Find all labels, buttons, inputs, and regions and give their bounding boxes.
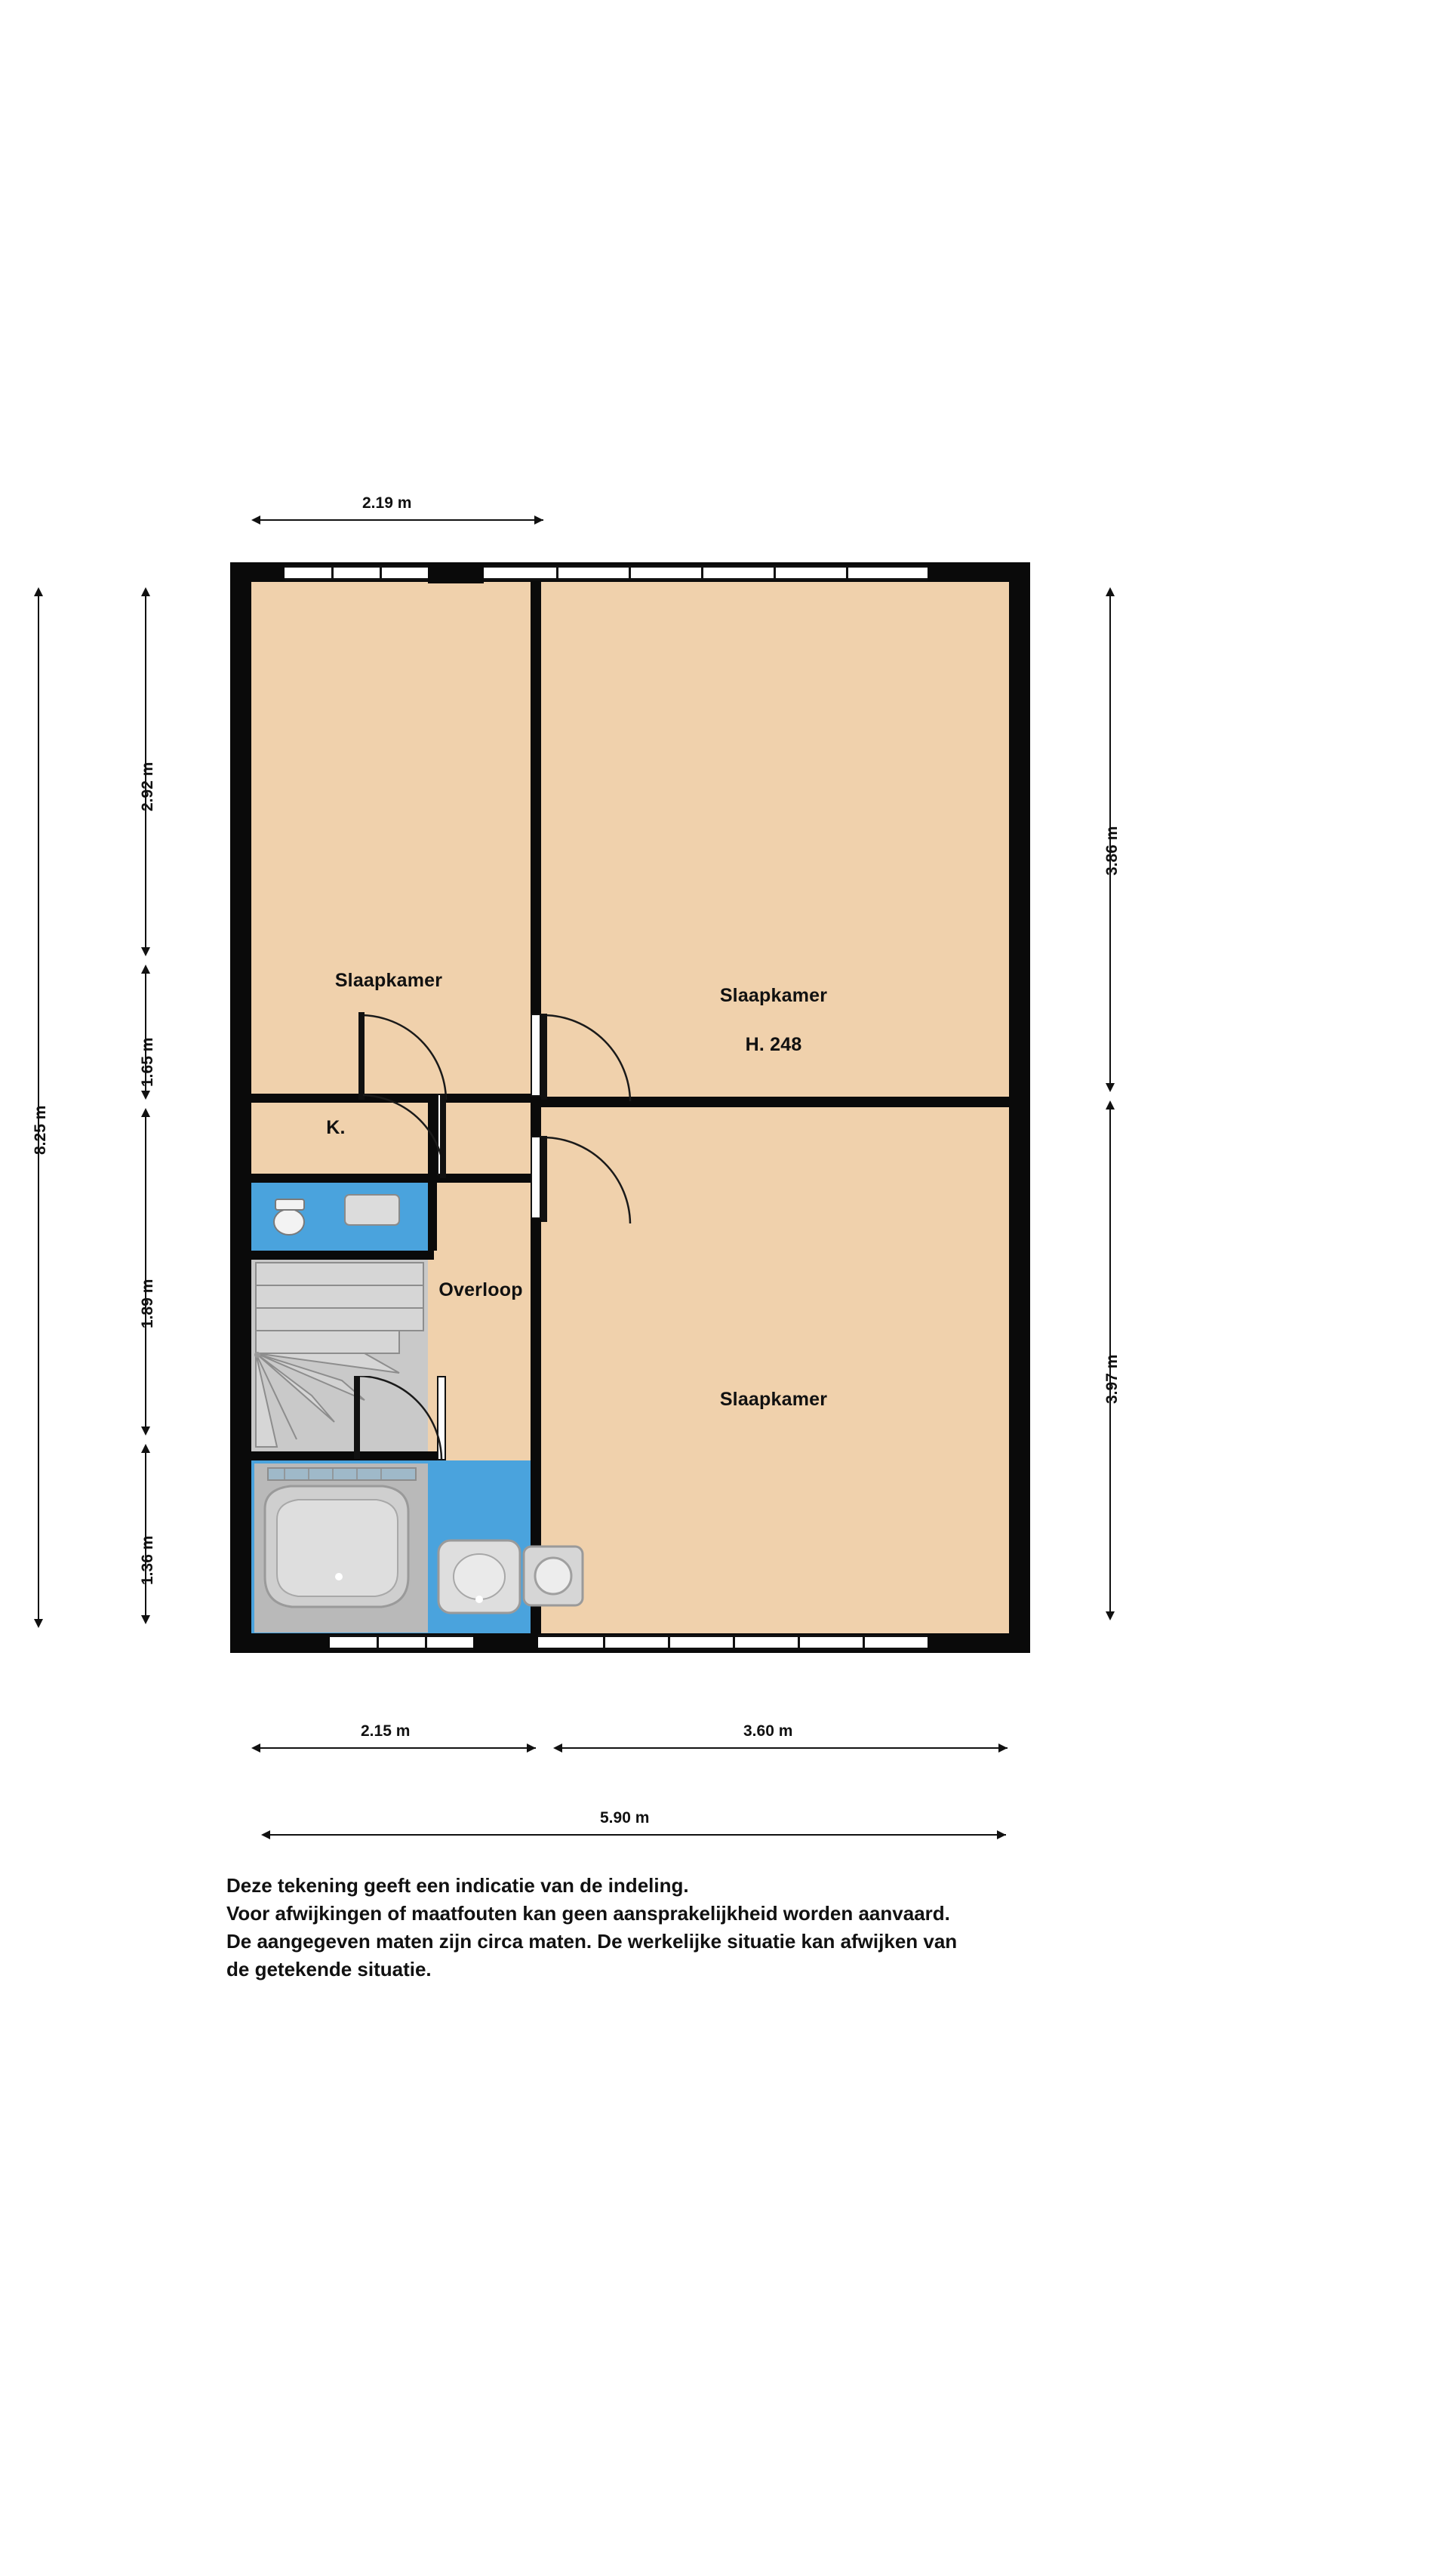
disclaimer-line-2: Voor afwijkingen of maatfouten kan geen aansprakelijkheid worden aanvaard. <box>226 1901 950 1925</box>
floor-plan-area <box>230 562 1030 1653</box>
room-label-overloop: Overloop <box>438 1279 523 1300</box>
room-label-kast: K. <box>326 1117 346 1138</box>
door-frame-bedroom-bottom-right <box>531 1136 541 1219</box>
dimension-left-2-92-label: 2.92 m <box>139 762 156 811</box>
wall-pier-top <box>428 562 484 583</box>
dimension-left-8-25-label: 8.25 m <box>32 1105 49 1155</box>
washbasin-fixture <box>343 1192 404 1230</box>
room-label-slaapkamer-3: Slaapkamer <box>719 1389 828 1410</box>
wall-central-vertical <box>531 582 541 1633</box>
room-label-slaapkamer-2-sub: H. 248 <box>745 1034 802 1055</box>
dimension-left-1-36-label: 1.36 m <box>139 1535 156 1585</box>
window-top-left <box>285 565 428 580</box>
dimension-left-1-89-label: 1.89 m <box>139 1279 156 1328</box>
shower-fixture <box>434 1536 525 1619</box>
door-swing-bedroom-bottom-right <box>541 1136 633 1226</box>
washing-machine-fixture <box>521 1543 586 1608</box>
door-swing-bedroom-left <box>351 1012 449 1103</box>
door-swing-bathroom <box>352 1376 445 1462</box>
toilet-fixture <box>265 1195 318 1242</box>
dimension-right-3-86-label: 3.86 m <box>1103 826 1121 876</box>
dimension-left-1-65-label: 1.65 m <box>139 1037 156 1087</box>
dimension-bottom-3-60-label: 3.60 m <box>743 1722 793 1740</box>
window-bottom-right <box>538 1635 928 1650</box>
disclaimer-text <box>226 1872 1404 1984</box>
dimension-bottom-5-90-label: 5.90 m <box>600 1809 650 1827</box>
door-frame-bedroom-top-right <box>531 1014 541 1097</box>
window-bottom-left <box>330 1635 473 1650</box>
disclaimer-line-3: De aangegeven maten zijn circa maten. De werkelijke situatie kan afwijken van <box>226 1929 958 1953</box>
dimension-right-3-97-label: 3.97 m <box>1103 1354 1121 1404</box>
wall-overloop-vertical-2 <box>428 1183 437 1251</box>
door-swing-bedroom-top-right <box>541 1014 633 1104</box>
wall-toilet-stairs <box>251 1251 434 1260</box>
room-label-slaapkamer-1: Slaapkamer <box>334 970 443 991</box>
bathtub-fixture <box>254 1463 428 1633</box>
room-label-slaapkamer-2: Slaapkamer <box>719 985 828 1006</box>
wall-pier-bottom <box>473 1632 538 1653</box>
disclaimer-line-4: de getekende situatie. <box>226 1957 432 1980</box>
disclaimer-line-1: Deze tekening geeft een indicatie van de indeling. <box>226 1874 689 1897</box>
window-top-right <box>484 565 928 580</box>
dimension-bottom-2-15-label: 2.15 m <box>361 1722 411 1740</box>
dimension-top-2-19-label: 2.19 m <box>362 494 412 512</box>
